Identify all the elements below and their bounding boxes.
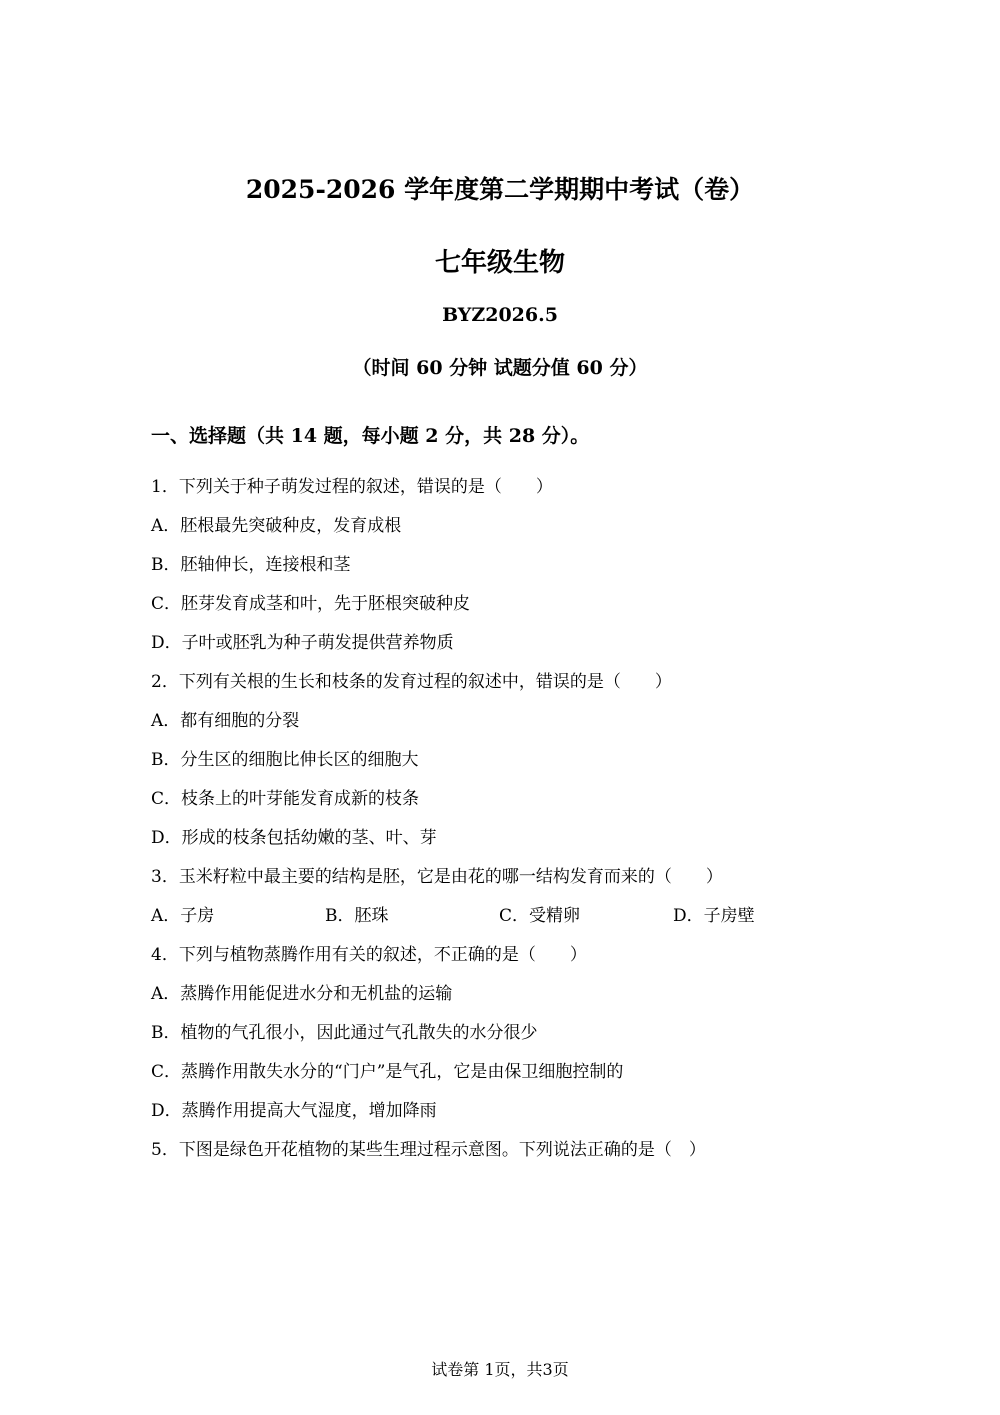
question-4-option-d: D．蒸腾作用提高大气湿度，增加降雨: [151, 1101, 437, 1121]
exam-info: （时间 60 分钟 试题分值 60 分）: [352, 357, 648, 379]
question-2-option-d: D．形成的枝条包括幼嫩的茎、叶、芽: [151, 828, 437, 848]
exam-code: BYZ2026.5: [442, 304, 558, 326]
question-stem-2: 2．下列有关根的生长和枝条的发育过程的叙述中，错误的是（ ）: [151, 672, 672, 692]
question-3-option-d: D．子房壁: [673, 906, 755, 926]
exam-subject: 七年级生物: [434, 248, 565, 278]
section-heading: 一、选择题（共 14 题，每小题 2 分，共 28 分）。: [151, 425, 590, 447]
question-1-option-c: C．胚芽发育成茎和叶，先于胚根突破种皮: [151, 594, 471, 614]
question-3-option-a: A．子房: [151, 906, 215, 926]
question-3-options: [151, 905, 851, 944]
question-stem-5: 5．下图是绿色开花植物的某些生理过程示意图。下列说法正确的是（ ）: [151, 1140, 706, 1160]
question-4-option-a: A．蒸腾作用能促进水分和无机盐的运输: [151, 984, 453, 1004]
question-3-option-c: C．受精卵: [499, 906, 581, 926]
question-1-option-a: A．胚根最先突破种皮，发育成根: [151, 516, 402, 536]
question-1-option-b: B．胚轴伸长，连接根和茎: [151, 555, 351, 575]
page-footer: 试卷第 1页，共3页: [431, 1360, 569, 1379]
question-2-option-c: C．枝条上的叶芽能发育成新的枝条: [151, 789, 420, 809]
question-4-option-b: B．植物的气孔很小，因此通过气孔散失的水分很少: [151, 1023, 538, 1043]
question-2-option-b: B．分生区的细胞比伸长区的细胞大: [151, 750, 419, 770]
question-2-option-a: A．都有细胞的分裂: [151, 711, 300, 731]
question-stem-4: 4．下列与植物蒸腾作用有关的叙述，不正确的是（ ）: [151, 945, 587, 965]
question-4-option-c: C．蒸腾作用散失水分的“门户”是气孔，它是由保卫细胞控制的: [151, 1062, 624, 1082]
question-stem-1: 1．下列关于种子萌发过程的叙述，错误的是（ ）: [151, 477, 553, 497]
question-list: [151, 476, 851, 1178]
question-3-option-b: B．胚珠: [325, 906, 389, 926]
question-1-option-d: D．子叶或胚乳为种子萌发提供营养物质: [151, 633, 454, 653]
exam-title: 2025-2026 学年度第二学期期中考试（卷）: [245, 175, 755, 204]
question-stem-3: 3．玉米籽粒中最主要的结构是胚，它是由花的哪一结构发育而来的（ ）: [151, 867, 723, 887]
